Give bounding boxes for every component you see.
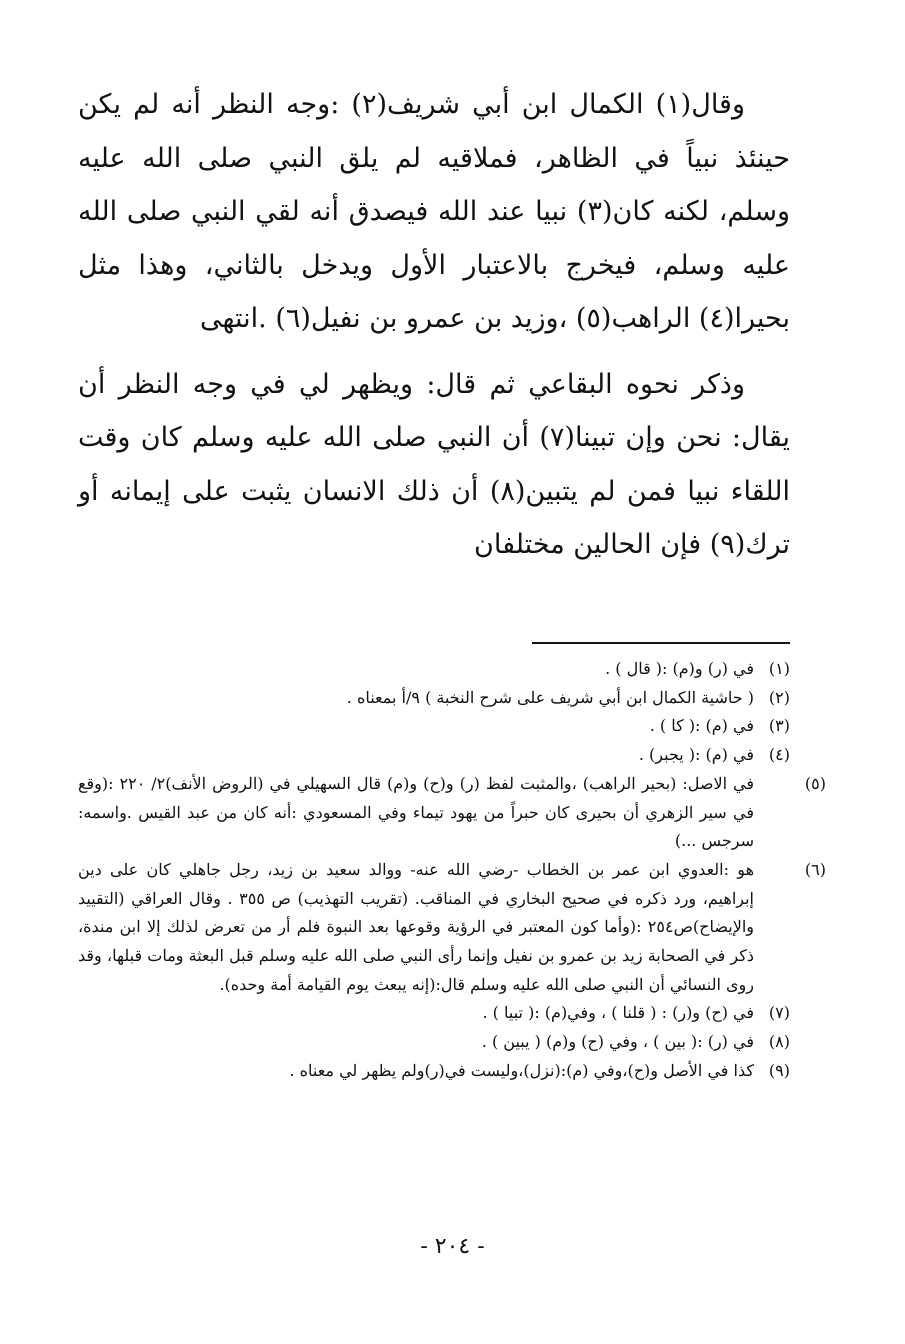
footnote-number: (٦) <box>804 859 826 879</box>
footnote-number: (٤) <box>768 745 790 765</box>
footnote-number: (٥) <box>804 773 827 793</box>
footnote-5 <box>78 770 827 856</box>
footnotes <box>78 655 827 1086</box>
footnote-number: (٨) <box>768 1032 790 1052</box>
footnote-number: (٣) <box>768 716 790 736</box>
footnote-number: (١) <box>768 659 790 678</box>
footnote-text: في (م) :( كا ) . <box>649 716 754 736</box>
main-paragraph-1: وقال(١) الكمال ابن أبي شريف(٢) :وجه النظر أنه لم يكن حينئذ نبياً في الظاهر، فملاقيه لم يلق النبي صلى الله عليه وسلم، لكنه كان(٣) نبيا عند الله فيصدق أنه لقي النبي صلى الله عليه وسلم، فيخرج بالاعتبار الأول ويدخل بالثاني، وهذا مثل بحيرا(٤) الراهب(٥) ،وزيد بن عمرو بن نفيل(٦) .انتهى <box>78 89 790 334</box>
footnote-number: (٩) <box>768 1060 790 1080</box>
footnote-text: ( حاشية الكمال ابن أبي شريف على شرح النخبة ) ٩/أ بمعناه . <box>346 687 754 707</box>
footnote-number: (٢) <box>768 687 790 707</box>
footnote-number: (٧) <box>768 1003 790 1023</box>
footnote-3 <box>78 712 790 741</box>
page-number: - ٢٠٤ - <box>420 1234 485 1259</box>
footnote-text: في (م) :( يجبر) . <box>638 745 754 765</box>
main-paragraph-2: وذكر نحوه البقاعي ثم قال: ويظهر لي في وجه النظر أن يقال: نحن وإن تبينا(٧) أن النبي صلى الله عليه وسلم كان وقت اللقاء نبيا فمن لم يتبين(٨) أن ذلك الانسان يثبت على إيمانه أو ترك(٩) فإن الحالين مختلفان <box>78 368 790 560</box>
footnote-text: في (ر) و(م) :( قال ) . <box>605 659 754 678</box>
footnote-separator <box>532 642 790 644</box>
footnote-2 <box>78 684 790 713</box>
footnote-7 <box>78 999 790 1028</box>
footnote-text: في الاصل: (بحير الراهب) ،والمثبت لفظ (ر) و(ح) و(م) قال السهيلي في (الروض الأنف)٢/ ٢٢٠ :(وقع في سير الزهري أن بحيرى كان حبراً من يهود تيماء وفي المسعودي :أنه كان من عبد القيس .واسمه: سرجس ...) <box>78 773 755 851</box>
footnote-text: هو :العدوي ابن عمر بن الخطاب -رضي الله عنه- ووالد سعيد بن زيد، رجل جاهلي كان على دين إبراهيم، ورد ذكره في صحيح البخاري في المناقب. (تقريب التهذيب) ص ٣٥٥ . وقال العراقي (التقييد والإيضاح)ص٢٥٤ :(وأما كون المعتبر في الرؤية وقوعها بعد النبوة فلم أر من تعرض لذلك إلا ابن مندة، ذكر في الصحابة زيد بن عمرو بن نفيل وإنما رأى النبي صلى الله عليه وسلم قبل البعثة ومات قبلها، وقد روى النسائي أن النبي صلى الله عليه وسلم قال:(إنه يبعث يوم القيامة أمة وحده). <box>78 859 754 994</box>
footnote-6 <box>78 856 826 1000</box>
footnote-text: كذا في الأصل و(ح)،وفي (م):(نزل)،وليست في(ر)ولم يظهر لي معناه . <box>289 1060 754 1080</box>
footnote-text: في (ر) :( بين ) ، وفي (ح) و(م) ( يبين ) . <box>481 1032 754 1052</box>
footnote-9 <box>78 1057 790 1086</box>
footnote-4 <box>78 741 790 770</box>
footnote-1 <box>78 655 790 684</box>
main-text <box>78 78 790 572</box>
footnote-text: في (ح) و(ر) : ( قلنا ) ، وفي(م) :( تبيا ) . <box>482 1003 754 1023</box>
footnote-8 <box>78 1028 790 1057</box>
